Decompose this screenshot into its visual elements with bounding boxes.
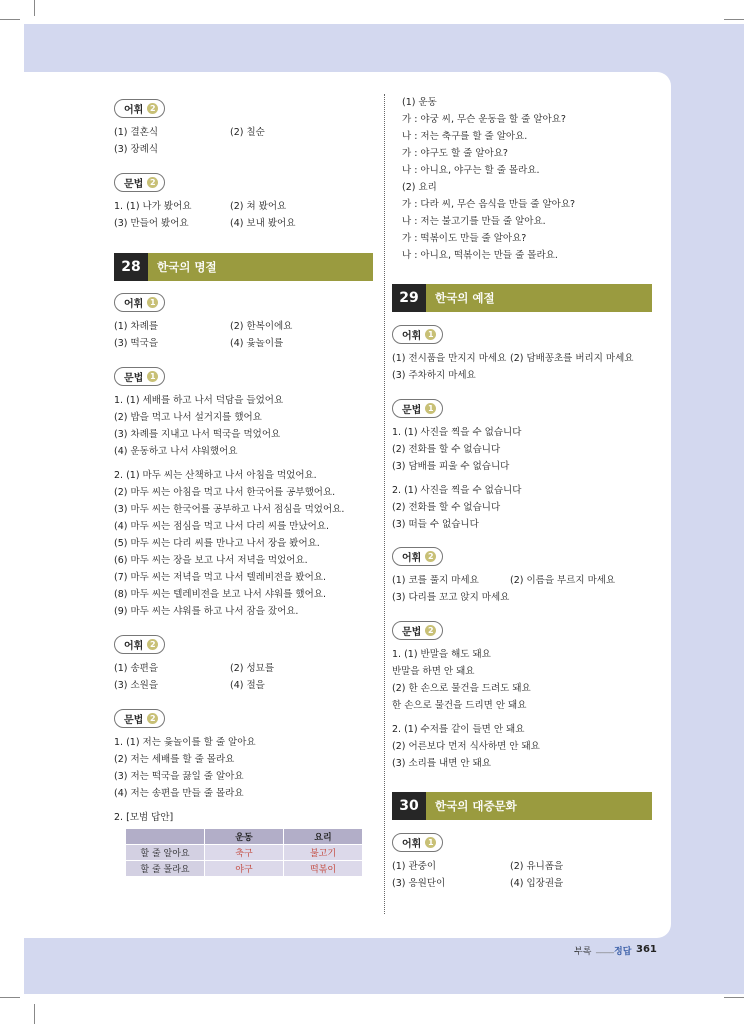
answer-line: 2. (1) 수저를 같이 들면 안 돼요 [392,724,525,735]
table-header-cell [126,829,204,844]
crop-mark [0,997,20,998]
answer-line: (3) 마두 씨는 한국어를 공부하고 나서 점심을 먹었어요. [114,504,345,515]
answer-line: (3) 떠들 수 없습니다 [392,519,479,530]
answer-line: (1) 전시품을 만지지 마세요 [392,353,507,364]
answer-line: (1) 관중이 [392,861,437,872]
answer-line: 1. (1) 반말을 해도 돼요 [392,649,491,660]
page-number: 361 [636,944,657,955]
table-row-label: 할 줄 몰라요 [126,861,204,876]
grammar-label-pill: 문법 2 [114,709,165,728]
answer-line: (2) 전화를 할 수 없습니다 [392,502,501,513]
answer-line: (1) 결혼식 [114,127,159,138]
answer-line: (3) 응원단이 [392,878,446,889]
answer-line: (4) 저는 송편을 만들 줄 몰라요 [114,788,244,799]
answer-line: 1. (1) 저는 윷놀이를 할 줄 알아요 [114,737,256,748]
answer-line: (3) 담배를 피울 수 없습니다 [392,461,510,472]
dialog-line: 가 : 야궁 씨, 무슨 운동을 할 줄 알아요? [402,114,566,125]
dialog-line: 나 : 저는 불고기를 만들 줄 알아요. [402,216,546,227]
answer-line: (2) 칠순 [230,127,265,138]
dialog-line: 나 : 저는 축구를 할 줄 알아요. [402,131,528,142]
answer-line: (4) 마두 씨는 점심을 먹고 나서 다리 씨를 만났어요. [114,521,329,532]
answer-line: (2) 한복이에요 [230,321,293,332]
number-badge: 1 [425,403,436,414]
footer-answer-label: 정답 [614,947,632,957]
answer-line: 1. (1) 세배를 하고 나서 덕담을 들었어요 [114,395,284,406]
number-badge: 2 [147,177,158,188]
crop-mark [724,997,744,998]
answer-line: (4) 절을 [230,680,265,691]
table-row [126,861,362,876]
answer-line: (3) 저는 떡국을 끓일 줄 알아요 [114,771,244,782]
crop-mark [724,19,744,20]
table-cell: 축구 [205,845,283,860]
answer-line: (1) 코를 풀지 마세요 [392,575,479,586]
answer-line: (2) 유니폼을 [510,861,564,872]
answer-line: (4) 운동하고 나서 샤워했어요 [114,446,238,457]
dialog-line: (1) 운동 [402,97,437,108]
answer-line: (2) 저는 세배를 할 줄 몰라요 [114,754,235,765]
crop-mark [34,1004,35,1024]
dialog-line: (2) 요리 [402,182,437,193]
crop-mark [34,0,35,16]
answer-line: (2) 마두 씨는 아침을 먹고 나서 한국어를 공부했어요. [114,487,336,498]
section-title: 한국의 대중문화 [435,799,517,813]
answer-line: (3) 주차하지 마세요 [392,370,476,381]
vocab-label-pill: 어휘 1 [392,325,443,344]
vocab-label-pill: 어휘 2 [114,99,165,118]
number-badge: 2 [147,713,158,724]
dialog-line: 나 : 아니요, 떡볶이는 만들 줄 몰라요. [402,250,558,261]
vocab-label-pill: 어휘 1 [114,293,165,312]
answer-line: (2) 전화를 할 수 없습니다 [392,444,501,455]
section-number: 28 [114,253,148,281]
answer-line: (7) 마두 씨는 저녁을 먹고 나서 텔레비전을 봤어요. [114,572,326,583]
answer-line: 1. (1) 사진을 찍을 수 없습니다 [392,427,522,438]
number-badge: 2 [425,551,436,562]
number-badge: 1 [147,297,158,308]
section-title: 한국의 예절 [435,291,495,305]
section-header-30 [392,792,652,820]
number-badge: 1 [425,837,436,848]
dialog-line: 가 : 떡볶이도 만들 줄 알아요? [402,233,527,244]
answer-line: 1. (1) 나가 봤어요 [114,201,192,212]
answer-line: 한 손으로 물건을 드리면 안 돼요 [392,700,527,711]
dialog-line: 가 : 야구도 할 줄 알아요? [402,148,508,159]
table-cell: 야구 [205,861,283,876]
crop-mark [0,19,20,20]
answer-line: (9) 마두 씨는 샤워를 하고 나서 잠을 잤어요. [114,606,299,617]
answer-line: (1) 차례를 [114,321,159,332]
number-badge: 1 [147,371,158,382]
answer-line: (8) 마두 씨는 텔레비전을 보고 나서 샤워를 했어요. [114,589,326,600]
number-badge: 2 [147,103,158,114]
answer-line: (2) 밥을 먹고 나서 설거지를 했어요 [114,412,262,423]
vocab-label-pill: 어휘 2 [114,635,165,654]
answer-line: (4) 보내 봤어요 [230,218,296,229]
table-cell: 떡볶이 [284,861,362,876]
table-row-label: 할 줄 알아요 [126,845,204,860]
dialog-line: 가 : 다라 씨, 무슨 음식을 만들 줄 알아요? [402,199,576,210]
answer-line: (1) 송편을 [114,663,159,674]
number-badge: 2 [425,625,436,636]
grammar-label-pill: 문법 2 [392,621,443,640]
section-number: 29 [392,284,426,312]
grammar-label-pill: 문법 2 [114,173,165,192]
answer-line: (3) 소리를 내면 안 돼요 [392,758,491,769]
answer-line: 2. (1) 사진을 찍을 수 없습니다 [392,485,522,496]
footer-section-label: 부록 [574,947,592,957]
answer-line: 2. (1) 마두 씨는 산책하고 나서 아침을 먹었어요. [114,470,317,481]
footer-blank: ____ [596,944,614,954]
answer-line: (4) 윷놀이를 [230,338,284,349]
answer-line: (3) 만들어 봤어요 [114,218,189,229]
answer-line: (3) 다리를 꼬고 앉지 마세요 [392,592,510,603]
answer-line: (2) 한 손으로 물건을 드려도 돼요 [392,683,531,694]
answer-line: (5) 마두 씨는 다리 씨를 만나고 나서 장을 봤어요. [114,538,320,549]
answer-line: (2) 쳐 봤어요 [230,201,287,212]
section-number: 30 [392,792,426,820]
answer-line: (3) 떡국을 [114,338,159,349]
answer-line: (6) 마두 씨는 장을 보고 나서 저녁을 먹었어요. [114,555,308,566]
answer-line: (2) 이름을 부르지 마세요 [510,575,616,586]
dialog-line: 나 : 아니요, 야구는 할 줄 몰라요. [402,165,540,176]
answer-line: (3) 장례식 [114,144,159,155]
table-header-cell: 요리 [284,829,362,844]
vocab-label-pill: 어휘 1 [392,833,443,852]
answer-line: (3) 소원을 [114,680,159,691]
table-header-row [126,829,362,844]
answer-line: (2) 어른보다 먼저 식사하면 안 돼요 [392,741,540,752]
grammar-label-pill: 문법 1 [114,367,165,386]
section-title: 한국의 명절 [157,260,217,274]
answer-line: (3) 차례를 지내고 나서 떡국을 먹었어요 [114,429,281,440]
answer-line: (2) 담배꽁초를 버리지 마세요 [510,353,634,364]
answer-line: (2) 성묘를 [230,663,275,674]
table-cell: 불고기 [284,845,362,860]
answer-line: 2. [모범 답안] [114,812,174,823]
model-answer-table [125,828,363,877]
grammar-label-pill: 문법 1 [392,399,443,418]
number-badge: 2 [147,639,158,650]
table-header-cell: 운동 [205,829,283,844]
answer-line: 반말을 하면 안 돼요 [392,666,475,677]
number-badge: 1 [425,329,436,340]
column-divider [384,94,385,914]
vocab-label-pill: 어휘 2 [392,547,443,566]
table-row [126,845,362,860]
answer-line: (4) 입장권을 [510,878,564,889]
section-header-28 [114,253,373,281]
section-header-29 [392,284,652,312]
